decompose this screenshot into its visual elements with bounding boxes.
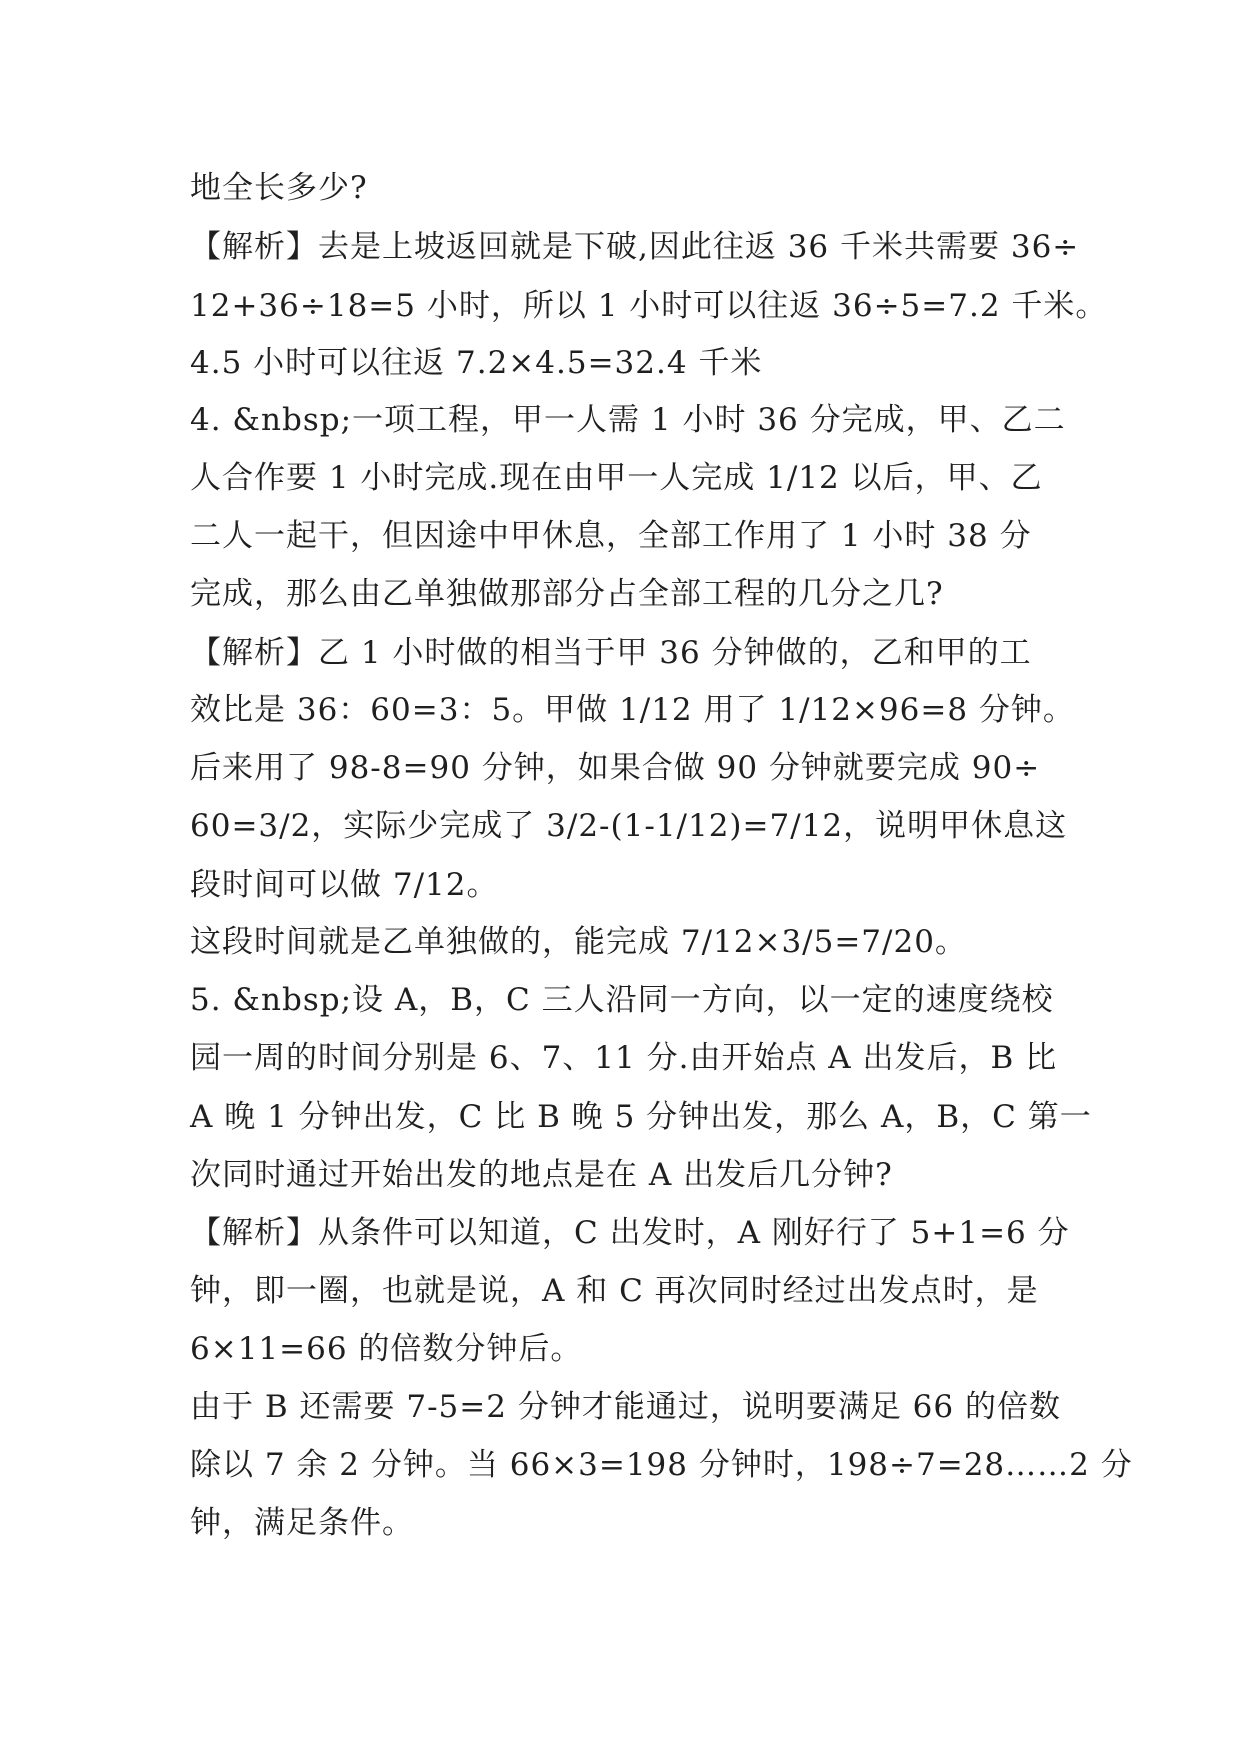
text-line: 钟，即一圈，也就是说，A 和 C 再次同时经过出发点时，是 [190,1273,1039,1309]
text-line: 这段时间就是乙单独做的，能完成 7/12×3/5=7/20。 [190,924,967,960]
text-line: 4.5 小时可以往返 7.2×4.5=32.4 千米 [190,345,763,381]
text-line: 4. &nbsp;一项工程，甲一人需 1 小时 36 分完成，甲、乙二 [190,402,1066,438]
text-line: 次同时通过开始出发的地点是在 A 出发后几分钟? [190,1157,893,1193]
text-line: 【解析】乙 1 小时做的相当于甲 36 分钟做的，乙和甲的工 [190,635,1032,671]
text-line: 除以 7 余 2 分钟。当 66×3=198 分钟时，198÷7=28……2 分 [190,1447,1133,1483]
text-line: 地全长多少? [190,170,368,206]
text-line: A 晚 1 分钟出发，C 比 B 晚 5 分钟出发，那么 A，B，C 第一 [190,1099,1092,1135]
text-line: 12+36÷18=5 小时，所以 1 小时可以往返 36÷5=7.2 千米。 [190,288,1108,324]
text-line: 完成，那么由乙单独做那部分占全部工程的几分之几? [190,576,944,612]
text-line: 6×11=66 的倍数分钟后。 [190,1331,583,1367]
text-line: 由于 B 还需要 7-5=2 分钟才能通过，说明要满足 66 的倍数 [190,1389,1061,1425]
text-line: 二人一起干，但因途中甲休息，全部工作用了 1 小时 38 分 [190,518,1032,554]
text-line: 园一周的时间分别是 6、7、11 分.由开始点 A 出发后，B 比 [190,1040,1058,1076]
text-line: 效比是 36：60=3：5。甲做 1/12 用了 1/12×96=8 分钟。 [190,692,1075,728]
text-line: 【解析】从条件可以知道，C 出发时，A 刚好行了 5+1=6 分 [190,1215,1070,1251]
text-line: 【解析】去是上坡返回就是下破,因此往返 36 千米共需要 36÷ [190,229,1080,265]
text-line: 后来用了 98-8=90 分钟，如果合做 90 分钟就要完成 90÷ [190,750,1041,786]
text-line: 5. &nbsp;设 A，B，C 三人沿同一方向，以一定的速度绕校 [190,982,1054,1018]
text-line: 段时间可以做 7/12。 [190,867,499,903]
text-line: 60=3/2，实际少完成了 3/2-(1-1/12)=7/12，说明甲休息这 [190,808,1068,844]
text-line: 人合作要 1 小时完成.现在由甲一人完成 1/12 以后，甲、乙 [190,460,1043,496]
text-line: 钟，满足条件。 [190,1505,414,1541]
